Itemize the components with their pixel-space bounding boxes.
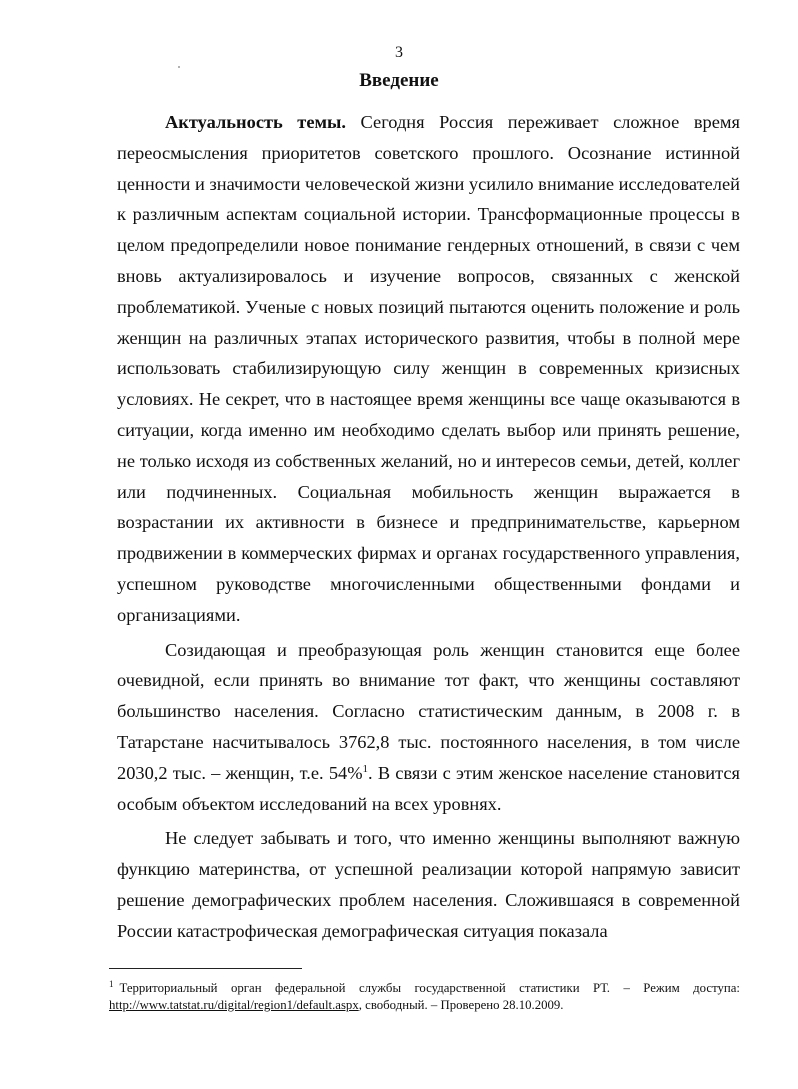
motherhood-text: Не следует забывать и того, что именно женщины выполняют важную функцию материнства, от успешной реализации которой напрямую зависит решение демографических проблем населения. Сложившаяся в современной России катастрофическая демографическая ситуация показала: [117, 828, 740, 941]
footnote-link[interactable]: http://www.tatstat.ru/digital/region1/default.aspx: [109, 998, 359, 1012]
section-title: Введение: [359, 70, 439, 91]
footnote: [109, 980, 740, 1014]
paragraph-motherhood: [117, 823, 740, 946]
scan-speck: [178, 66, 180, 68]
page-number: 3: [395, 44, 403, 61]
statistics-text: Созидающая и преобразующая роль женщин становится еще более очевидной, если принять во внимание тот факт, что женщины составляют большинство населения. Согласно статистическим данным, в 2008 г. в Татарстане насчитывалось 3762,8 тыс. постоянного населения, в том числе 2030,2 тыс. – женщин, т.е. 54%: [117, 639, 740, 783]
paragraph-relevance: [117, 107, 740, 631]
paragraph-statistics: [117, 635, 740, 820]
footnote-reference[interactable]: 1: [362, 762, 369, 775]
footnote-tail: , свободный. – Проверено 28.10.2009.: [358, 998, 564, 1012]
footnote-text: Территориальный орган федеральной службы государственной статистики РТ. – Режим доступа:: [119, 981, 740, 995]
footnote-divider: [109, 968, 302, 969]
statistics-tail: . В связи с этим женское население становится особым объектом исследований на всех уровнях.: [117, 762, 741, 814]
footnote-marker: 1: [109, 978, 114, 989]
body-text: [117, 107, 740, 947]
relevance-text: Сегодня Россия переживает сложное время переосмысления приоритетов советского прошлого. Осознание истинной ценности и значимости человеческой жизни усилило внимание исследователей к различным аспектам социальной истории. Трансформационные процессы в целом предопределили новое понимание гендерных отношений, в связи с чем вновь актуализировалось и изучение вопросов, связанных с женской проблематикой. Ученые с новых позиций пытаются оценить положение и роль женщин на различных этапах исторического развития, чтобы в полной мере использовать стабилизирующую силу женщин в современных кризисных условиях. Не секрет, что в настоящее время женщины все чаще оказываются в ситуации, когда именно им необходимо сделать выбор или принять решение, не только исходя из собственных желаний, но и интересов семьи, детей, коллег или подчиненных. Социальная мобильность женщин выражается в возрастании их активности в бизнесе и предпринимательстве, карьерном продвижении в коммерческих фирмах и органах государственного управления, успешном руководстве многочисленными общественными фондами и организациями.: [117, 112, 740, 625]
relevance-lead: Актуальность темы.: [165, 112, 346, 132]
